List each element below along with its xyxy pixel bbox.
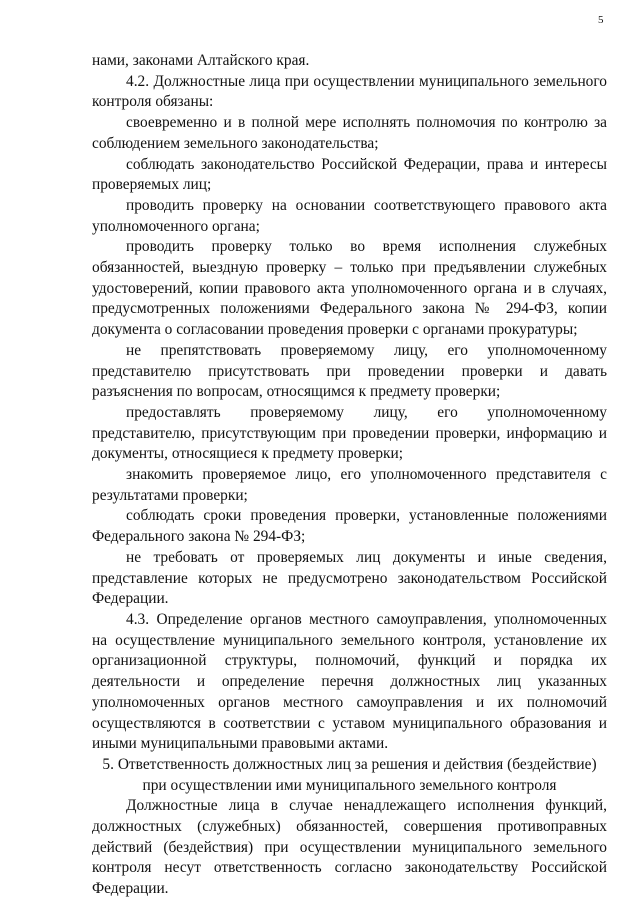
duty-item: проводить проверку на основании соответствующего правового акта уполномоченного органа; (92, 196, 607, 235)
duty-item: соблюдать сроки проведения проверки, установленные положениями Федерального закона № 294-ФЗ; (92, 507, 607, 546)
duty-item: соблюдать законодательство Российской Федерации, права и интересы проверяемых лиц; (92, 155, 607, 194)
duty-item: проводить проверку только во время исполнения служебных обязанностей, выездную проверку – только при предъявлении служебных удостоверений, копии правового акта уполномоченного органа и в случаях, предусмотренных положениями Федерального закона № 294-ФЗ, копии документа о согласовании проведения проверки с органами прокуратуры; (92, 238, 607, 339)
section-5-body: Должностные лица в случае ненадлежащего исполнения функций, должностных (служебных) обязанностей, совершения противоправных действий (бездействия) при осуществлении муниципального земельного контроля несут ответственность согласно законодательству Российской Федерации. (92, 797, 607, 898)
duty-item: знакомить проверяемое лицо, его уполномоченного представителя с результатами проверки; (92, 466, 607, 504)
paragraph-4-2: 4.2. Должностные лица при осуществлении муниципального земельного контроля обязаны: (92, 72, 607, 111)
duty-item: предоставлять проверяемому лицу, его уполномоченному представителю, присутствующим при проведении проверки, информацию и документы, относящиеся к предмету проверки; (92, 403, 607, 463)
page-number: 5 (598, 14, 604, 26)
duty-item: не препятствовать проверяемому лицу, его уполномоченному представителю присутствовать при проведении проверки и давать разъяснения по вопросам, относящимся к предмету проверки; (92, 341, 607, 401)
section-5-heading: 5. Ответственность должностных лиц за решения и действия (бездействие) при осуществлении ими муниципального земельного контроля (102, 755, 597, 794)
duty-item: своевременно и в полной мере исполнять полномочия по контролю за соблюдением земельного законодательства; (92, 114, 607, 152)
paragraph-continuation: нами, законами Алтайского края. (92, 52, 310, 69)
document-body (92, 51, 607, 900)
duty-item: не требовать от проверяемых лиц документы и иные сведения, представление которых не предусмотрено законодательством Российской Федерации. (92, 548, 607, 608)
paragraph-4-3: 4.3. Определение органов местного самоуправления, уполномоченных на осуществление муниципального земельного контроля, установление их организационной структуры, полномочий, функций и порядка их деятельности и определение перечня должностных лиц указанных уполномоченных органов местного самоуправления и их полномочий осуществляются в соответствии с уставом муниципального образования и иными муниципальными правовыми актами. (92, 610, 607, 753)
